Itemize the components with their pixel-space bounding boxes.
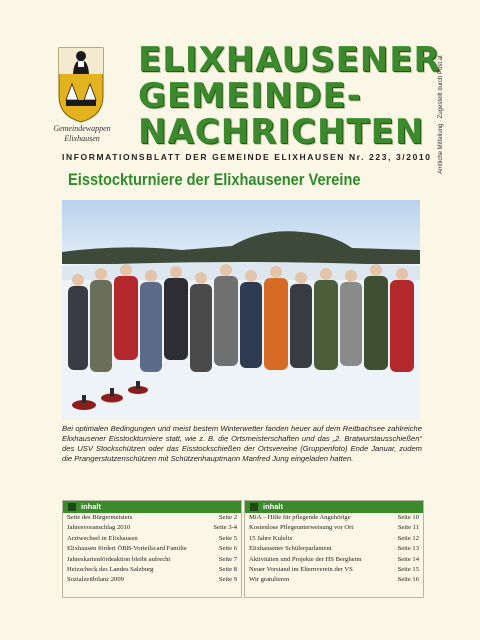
masthead-line-1: ELIXHAUSENER bbox=[138, 40, 441, 80]
toc-row[interactable]: Elixhausener Schülerparlament Seite 13 bbox=[249, 545, 419, 553]
masthead-title bbox=[138, 40, 441, 152]
masthead-line-2: GEMEINDE- bbox=[138, 76, 362, 116]
toc-square-icon bbox=[250, 503, 258, 511]
crest-caption-line1: Gemeindewappen bbox=[53, 124, 111, 133]
toc-box-left bbox=[62, 500, 242, 598]
toc-row[interactable]: Arztwechsel in Elixhausen Seite 5 bbox=[67, 534, 237, 542]
toc-row[interactable]: Heizscheck des Landes Salzburg Seite 8 bbox=[67, 566, 237, 574]
toc-row[interactable]: Kostenlose Pflegeunterweisung vor Ort Seite 11 bbox=[249, 524, 419, 532]
toc-label: inhalt bbox=[81, 502, 101, 511]
toc-row[interactable]: 15 Jahre Kulelix Seite 12 bbox=[249, 534, 419, 542]
toc-row[interactable]: Seite des Bürgermeisters Seite 2 bbox=[67, 514, 237, 521]
toc-row[interactable]: Aktivitäten und Projekte der HS Bergheim Seite 14 bbox=[249, 555, 419, 563]
toc-row[interactable]: Sozialzeitbilanz 2009 Seite 9 bbox=[67, 576, 237, 584]
crest-caption bbox=[40, 124, 124, 144]
crest-caption-line2: Elixhausen bbox=[64, 134, 100, 143]
photo-caption: Bei optimalen Bedingungen und meist bestem Winterwetter fanden heuer auf dem Reitbachsee zahlreiche Elixhausener Eisstockturniere statt, wie z. B. die Ortsmeisterschaften und das „2. Bratwurstausschießen“ des USV Stockschützen oder das Eisstockschießen der Ortsvereine (Gruppenfoto) Ende Januar, zudem die Prangerstutzenschützen mit Schützenhauptmann Manfred Jung eingeladen hatten. bbox=[62, 424, 422, 463]
municipal-crest-icon bbox=[56, 44, 106, 124]
toc-row[interactable]: Elixhausen fördert ÖBB-Vorteilscard Familie Seite 6 bbox=[67, 545, 237, 553]
postal-note-text: Amtliche Mitteilung · Zugestellt durch Post.at bbox=[438, 55, 444, 174]
toc-row[interactable]: Wir gratulieren Seite 16 bbox=[249, 576, 419, 584]
toc-header bbox=[63, 501, 241, 513]
toc-square-icon bbox=[68, 503, 76, 511]
cover-headline: Eisstockturniere der Elixhausener Vereine bbox=[68, 170, 361, 189]
group-photo-icon bbox=[62, 200, 420, 420]
toc-row[interactable]: Jahresvoranschlag 2010 Seite 3-4 bbox=[67, 524, 237, 532]
toc-row[interactable]: Jahreskartenfördeaktion bleibt aufrecht Seite 7 bbox=[67, 555, 237, 563]
toc-row[interactable]: Neuer Vorstand im Elternverein der VS Seite 15 bbox=[249, 566, 419, 574]
toc-header bbox=[245, 501, 423, 513]
toc-row[interactable]: MiA – Hilfe für pflegende Angehörige Seite 10 bbox=[249, 514, 419, 521]
issue-subline: INFORMATIONSBLATT DER GEMEINDE ELIXHAUSEN Nr. 223, 3/2010 bbox=[62, 152, 432, 162]
toc-box-right bbox=[244, 500, 424, 598]
toc-label: inhalt bbox=[263, 502, 283, 511]
masthead-line-3: NACHRICHTEN bbox=[138, 112, 425, 152]
